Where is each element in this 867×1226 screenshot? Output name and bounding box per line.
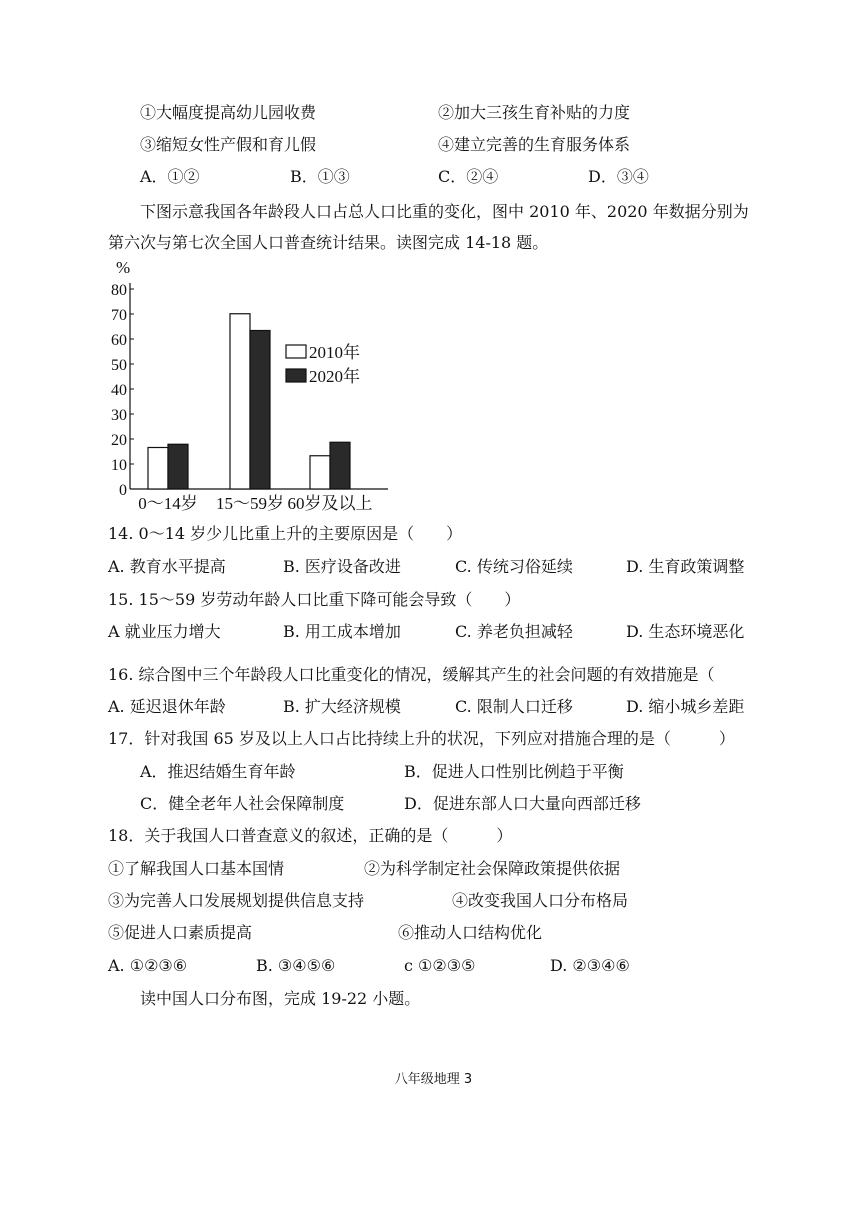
chart-legend [286, 342, 360, 386]
q13-options-row-1 [0, 102, 867, 124]
q13-options-row-2 [0, 134, 867, 156]
y-tick-label: 0 [119, 482, 127, 499]
q13-option-1: ①大幅度提高幼儿园收费 [140, 103, 317, 122]
q15-options [0, 621, 867, 643]
q14-option-c: C. 传统习俗延续 [455, 557, 573, 576]
q14-stem: 14. 0～14 岁少儿比重上升的主要原因是（ ） [108, 524, 463, 543]
q13-choice-a: A．①② [140, 167, 200, 186]
x-tick-label: 60岁及以上 [287, 494, 373, 513]
y-tick-label: 30 [111, 407, 127, 424]
age-structure-bar-chart [108, 255, 408, 517]
q15-option-c: C. 养老负担减轻 [455, 622, 573, 641]
q14-options [0, 556, 867, 578]
y-tick-label: 10 [111, 457, 127, 474]
q18-item-6: ⑥推动人口结构优化 [398, 923, 543, 942]
q18-items-row-2 [0, 890, 867, 912]
q17-options-row-2 [0, 793, 867, 815]
q14-option-a: A. 教育水平提高 [108, 557, 226, 576]
x-axis-labels [138, 494, 372, 513]
y-tick-label: 20 [111, 432, 127, 449]
q18-item-5: ⑤促进人口素质提高 [108, 923, 253, 942]
q18-stem: 18．关于我国人口普查意义的叙述，正确的是（ ） [108, 826, 513, 845]
x-tick-label: 15～59岁 [216, 494, 284, 513]
q17-option-a: A．推迟结婚生育年龄 [140, 762, 296, 781]
q16-option-c: C. 限制人口迁移 [455, 697, 573, 716]
page-footer: 八年级地理 3 [394, 1072, 473, 1087]
q13-choice-c: C．②④ [438, 167, 499, 186]
q18-items-row-1 [0, 858, 867, 880]
q17-option-d: D．促进东部人口大量向西部迁移 [404, 794, 641, 813]
q15-option-a: A 就业压力增大 [108, 622, 221, 641]
q15-option-d: D. 生态环境恶化 [626, 622, 745, 641]
q18-items-row-3 [0, 922, 867, 944]
intro-line-1: 下图示意我国各年龄段人口占总人口比重的变化，图中 2010 年、2020 年数据分别为 [140, 202, 749, 221]
q13-choice-b: B．①③ [290, 167, 350, 186]
q17-option-b: B．促进人口性别比例趋于平衡 [404, 762, 624, 781]
legend-label: 2010年 [309, 343, 360, 362]
q13-choices [0, 166, 867, 188]
bar-2020年-60岁及以上 [330, 442, 350, 489]
q14-option-d: D. 生育政策调整 [626, 557, 745, 576]
q16-option-d: D. 缩小城乡差距 [626, 697, 745, 716]
y-tick-label: 50 [111, 357, 127, 374]
bar-2010年-15～59岁 [230, 314, 250, 489]
q17-option-c: C．健全老年人社会保障制度 [140, 794, 345, 813]
q17-stem: 17．针对我国 65 岁及以上人口占比持续上升的状况，下列应对措施合理的是（ ） [108, 729, 735, 748]
y-tick-label: 60 [111, 332, 127, 349]
q15-option-b: B. 用工成本增加 [283, 622, 401, 641]
q13-option-2: ②加大三孩生育补贴的力度 [438, 103, 631, 122]
bars-group [148, 314, 350, 489]
q18-option-a: A. ①②③⑥ [108, 956, 188, 975]
q13-option-4: ④建立完善的生育服务体系 [438, 135, 631, 154]
y-tick-label: 70 [111, 307, 127, 324]
bar-2020年-15～59岁 [250, 331, 270, 490]
legend-swatch [286, 369, 306, 382]
bar-2010年-60岁及以上 [310, 456, 330, 489]
q16-options [0, 696, 867, 718]
q13-choice-d: D．③④ [588, 167, 649, 186]
y-tick-label: 80 [111, 282, 127, 299]
q14-option-b: B. 医疗设备改进 [283, 557, 401, 576]
q18-item-1: ①了解我国人口基本国情 [108, 859, 285, 878]
q18-option-d: D. ②③④⑥ [550, 956, 630, 975]
x-tick-label: 0～14岁 [138, 494, 198, 513]
q18-options [0, 955, 867, 977]
q18-option-c: c ①②③⑤ [404, 956, 476, 975]
q17-options-row-1 [0, 761, 867, 783]
q16-stem: 16. 综合图中三个年龄段人口比重变化的情况，缓解其产生的社会问题的有效措施是（ [108, 665, 715, 684]
q18-item-3: ③为完善人口发展规划提供信息支持 [108, 891, 365, 910]
bar-2020年-0～14岁 [168, 444, 188, 489]
y-tick-label: 40 [111, 382, 127, 399]
q16-option-b: B. 扩大经济规模 [283, 697, 401, 716]
q13-option-3: ③缩短女性产假和育儿假 [140, 135, 317, 154]
q15-stem: 15. 15～59 岁劳动年龄人口比重下降可能会导致（ ） [108, 590, 521, 609]
q18-item-4: ④改变我国人口分布格局 [452, 891, 629, 910]
y-axis-unit-label: % [116, 258, 131, 277]
legend-swatch [286, 345, 306, 358]
q18-option-b: B. ③④⑤⑥ [256, 956, 336, 975]
bar-2010年-0～14岁 [148, 448, 168, 490]
q18-item-2: ②为科学制定社会保障政策提供依据 [364, 859, 621, 878]
outro-text: 读中国人口分布图，完成 19-22 小题。 [140, 989, 421, 1008]
legend-label: 2020年 [309, 367, 360, 386]
q16-option-a: A. 延迟退休年龄 [108, 697, 226, 716]
intro-line-2: 第六次与第七次全国人口普查统计结果。读图完成 14-18 题。 [108, 233, 549, 252]
